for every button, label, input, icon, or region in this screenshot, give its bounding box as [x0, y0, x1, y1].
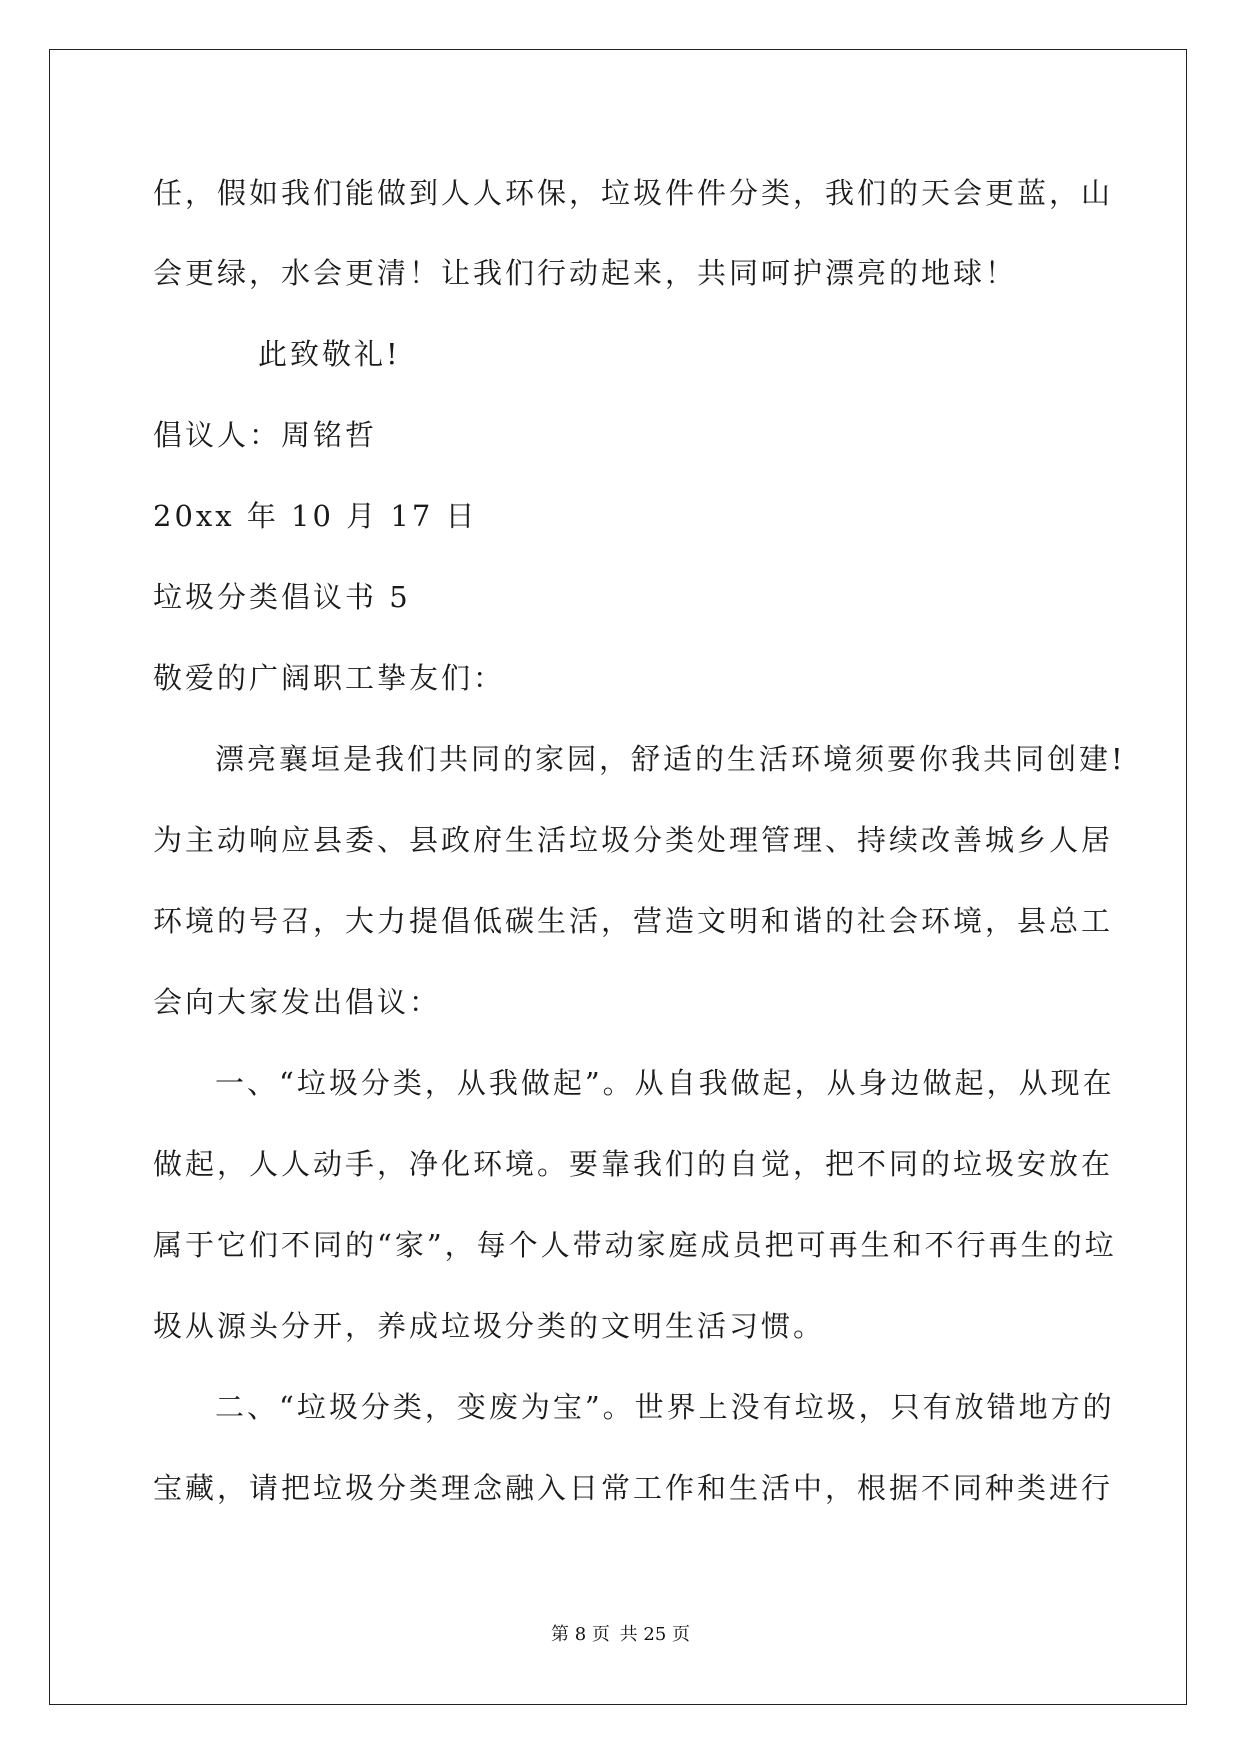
text-line: 做起，人人动手，净化环境。要靠我们的自觉，把不同的垃圾安放在 [153, 1147, 1114, 1181]
page-number: 第 8 页 [551, 1624, 610, 1645]
page-total: 共 25 页 [619, 1624, 690, 1645]
text-line: 一、“垃圾分类，从我做起”。从自我做起，从身边做起，从现在 [215, 1066, 1115, 1100]
text-line: 圾从源头分开，养成垃圾分类的文明生活习惯。 [153, 1309, 826, 1343]
section-title: 垃圾分类倡议书 5 [153, 580, 411, 614]
text-line: 为主动响应县委、县政府生活垃圾分类处理管理、持续改善城乡人居 [153, 823, 1114, 857]
text-line: 二、“垃圾分类，变废为宝”。世界上没有垃圾，只有放错地方的 [215, 1390, 1115, 1424]
text-line: 漂亮襄垣是我们共同的家园，舒适的生活环境须要你我共同创建! [215, 742, 1126, 776]
text-line: 会更绿，水会更清！让我们行动起来，共同呵护漂亮的地球！ [153, 256, 1018, 290]
text-line: 会向大家发出倡议： [153, 985, 442, 1019]
salutation: 此致敬礼! [258, 337, 401, 371]
proposer: 倡议人：周铭哲 [153, 418, 378, 452]
date: 20xx 年 10 月 17 日 [153, 499, 478, 533]
text-line: 任，假如我们能做到人人环保，垃圾件件分类，我们的天会更蓝，山 [153, 176, 1114, 210]
text-line: 环境的号召，大力提倡低碳生活，营造文明和谐的社会环境，县总工 [153, 904, 1114, 938]
text-line: 属于它们不同的“家”，每个人带动家庭成员把可再生和不行再生的垃 [153, 1228, 1117, 1262]
greeting: 敬爱的广阔职工挚友们： [153, 661, 506, 695]
text-line: 宝藏，请把垃圾分类理念融入日常工作和生活中，根据不同种类进行 [153, 1471, 1114, 1505]
page-border [49, 49, 1187, 1705]
page-footer [0, 1626, 1241, 1644]
